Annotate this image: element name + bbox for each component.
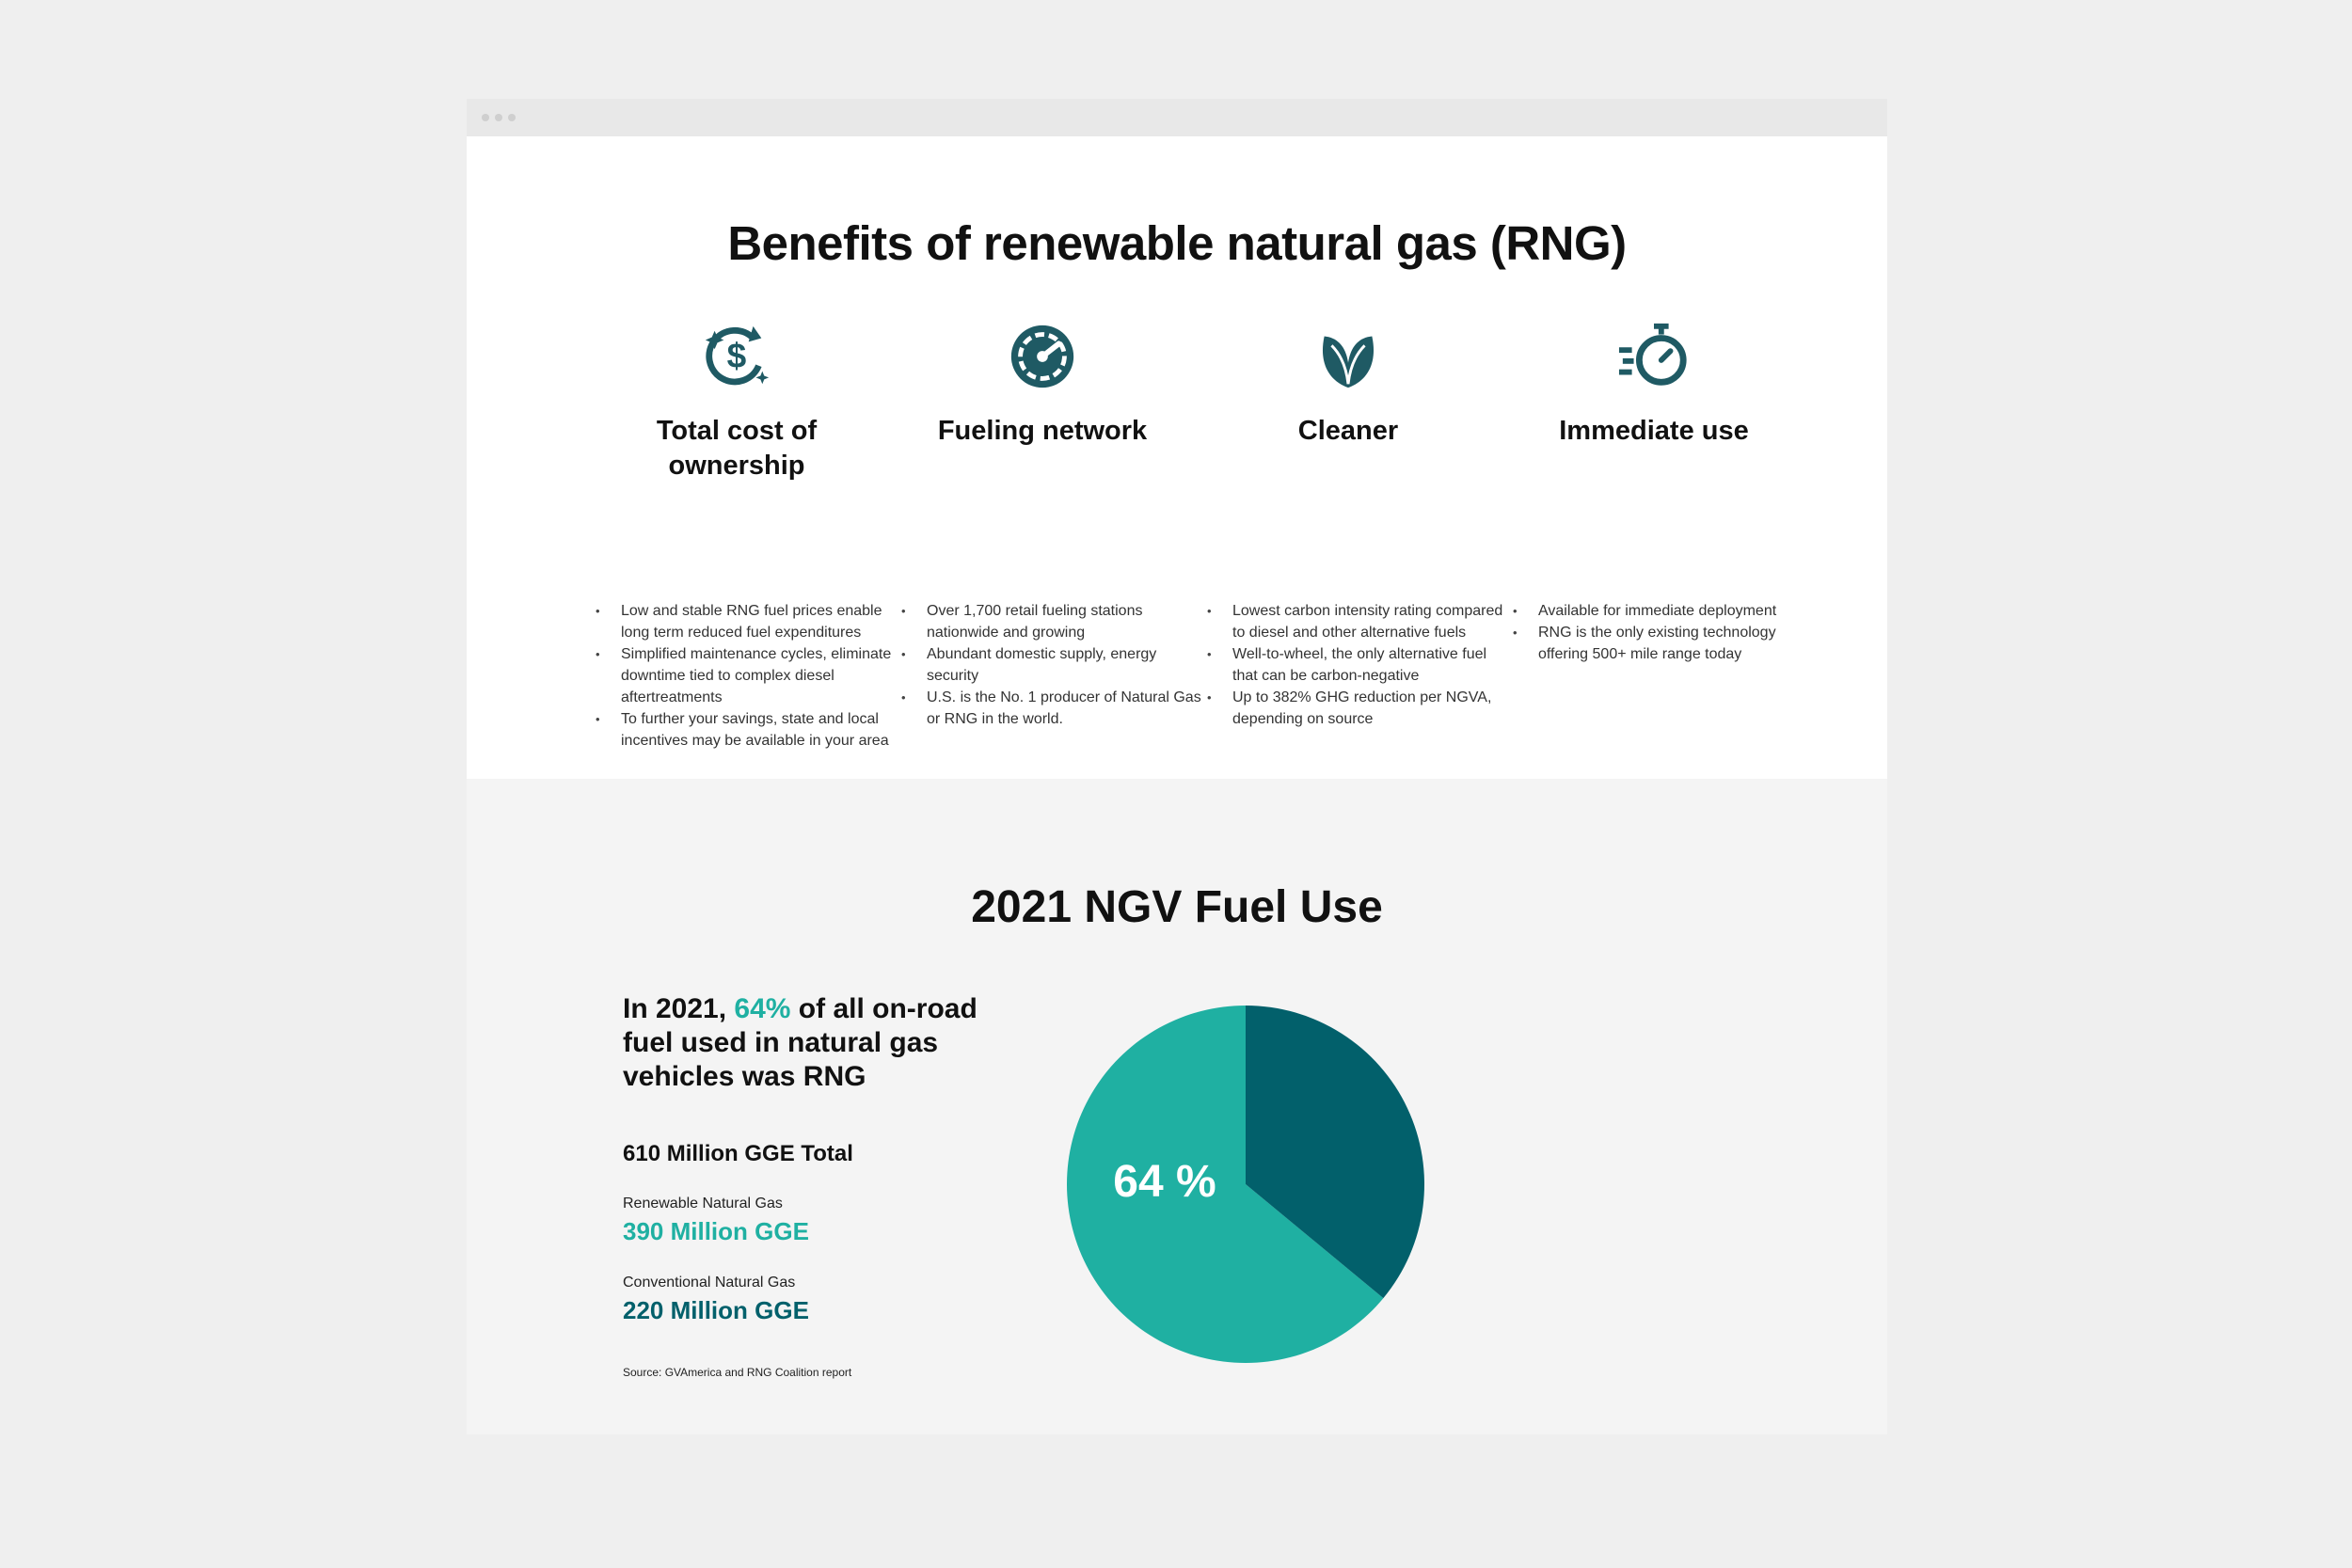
benefit-bullet: • To further your savings, state and local incentives may be available in your area xyxy=(621,708,903,752)
benefit-bullet: • Simplified maintenance cycles, eliminate downtime tied to complex diesel aftertreatments xyxy=(621,643,903,708)
benefit-bullet: • RNG is the only existing technology offering 500+ mile range today xyxy=(1538,622,1820,665)
fuel-use-title: 2021 NGV Fuel Use xyxy=(971,882,1383,932)
page-title: Benefits of renewable natural gas (RNG) xyxy=(727,216,1627,270)
benefit-bullet: • Up to 382% GHG reduction per NGVA, depending on source xyxy=(1232,687,1515,730)
window-dot[interactable] xyxy=(482,114,489,121)
lead-text: of all on-road fuel used in natural gas vehicles was RNG xyxy=(623,993,977,1092)
benefit-title: Immediate use xyxy=(1559,416,1749,446)
rng-label: Renewable Natural Gas xyxy=(623,1196,783,1212)
window-dot[interactable] xyxy=(508,114,516,121)
window-dot[interactable] xyxy=(495,114,502,121)
benefit-title: Total cost of ownership xyxy=(656,416,818,481)
pie-percent-label: 64 % xyxy=(1113,1157,1216,1207)
dollar-cycle-icon xyxy=(700,320,773,393)
total-gge: 610 Million GGE Total xyxy=(623,1141,853,1166)
cng-value: 220 Million GGE xyxy=(623,1296,809,1324)
benefit-bullet: • Abundant domestic supply, energy security xyxy=(927,643,1209,687)
stopwatch-icon xyxy=(1617,320,1691,393)
browser-window xyxy=(467,99,1887,1434)
benefit-list xyxy=(901,600,1209,730)
benefit-title: Fueling network xyxy=(937,416,1148,446)
benefit-bullet: • U.S. is the No. 1 producer of Natural Gas or RNG in the world. xyxy=(927,687,1209,730)
leaf-icon xyxy=(1311,320,1385,393)
benefit-list xyxy=(1513,600,1820,665)
lead-text: In 2021, xyxy=(623,993,735,1024)
svg-text:$: $ xyxy=(726,335,747,375)
benefit-bullet: • Available for immediate deployment xyxy=(1538,600,1820,622)
cng-label: Conventional Natural Gas xyxy=(623,1275,796,1291)
benefit-list xyxy=(596,600,903,752)
benefit-bullet: • Over 1,700 retail fueling stations nationwide and growing xyxy=(927,600,1209,643)
benefit-bullet: • Low and stable RNG fuel prices enable long term reduced fuel expenditures xyxy=(621,600,903,643)
rng-value: 390 Million GGE xyxy=(623,1217,809,1245)
benefit-title: Cleaner xyxy=(1297,416,1399,446)
benefit-bullet: • Lowest carbon intensity rating compared to diesel and other alternative fuels xyxy=(1232,600,1515,643)
source-note: Source: GVAmerica and RNG Coalition report xyxy=(623,1366,852,1379)
benefit-list xyxy=(1207,600,1515,730)
benefit-bullet: • Well-to-wheel, the only alternative fuel that can be carbon-negative xyxy=(1232,643,1515,687)
fuel-use-pie-chart xyxy=(1065,1004,1426,1365)
lead-percent: 64% xyxy=(734,993,791,1024)
fuel-use-lead xyxy=(623,992,980,1094)
gauge-icon xyxy=(1006,320,1079,393)
window-titlebar xyxy=(467,99,1887,136)
benefits-panel xyxy=(467,136,1887,779)
